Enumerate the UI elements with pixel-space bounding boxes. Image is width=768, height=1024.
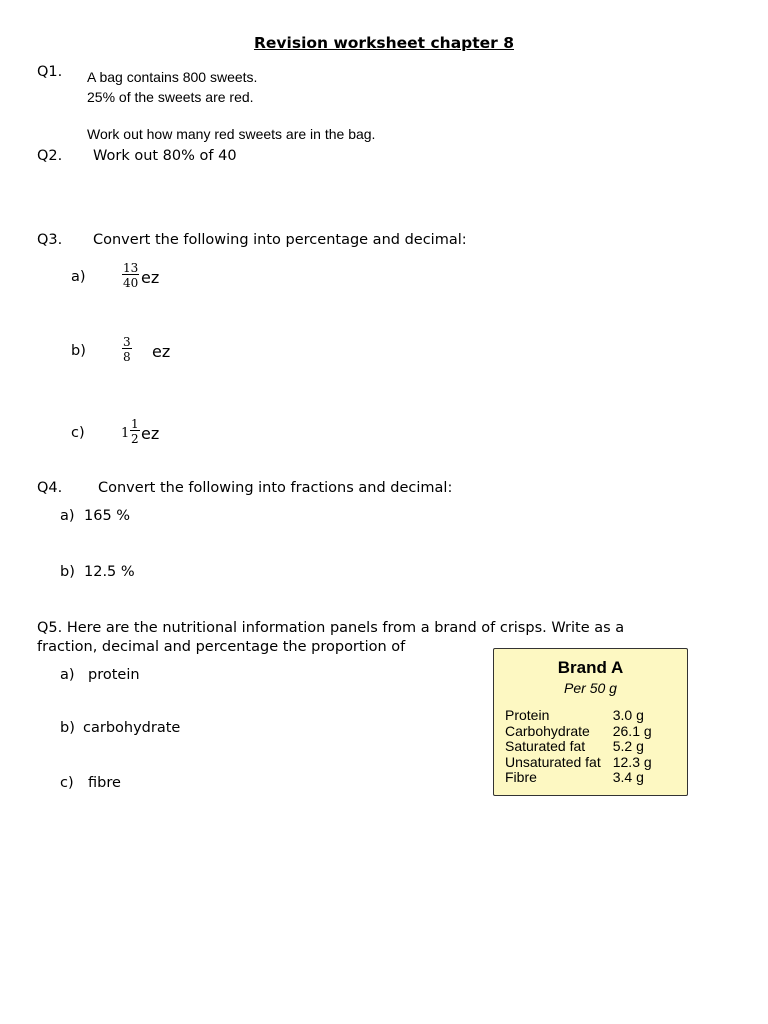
q3-number: Q3. bbox=[37, 232, 63, 248]
q5-a-value: protein bbox=[88, 667, 140, 683]
nutrient-name: Saturated fat bbox=[505, 738, 586, 754]
nutrient-value: 5.2 g bbox=[612, 738, 644, 754]
q1-line-1: A bag contains 800 sweets. bbox=[87, 69, 258, 85]
q3-c-whole: 1 bbox=[121, 426, 130, 441]
q5-line-1: Q5. Here are the nutritional information panels from a brand of crisps. Write as a bbox=[37, 620, 625, 636]
panel-serving: Per 50 g bbox=[564, 680, 617, 696]
q3-c-suffix: ez bbox=[141, 424, 160, 443]
q5-line-2: fraction, decimal and percentage the proportion of bbox=[37, 639, 406, 655]
nutrition-row bbox=[505, 708, 652, 724]
nutrition-row bbox=[505, 755, 652, 771]
q5-b-value: carbohydrate bbox=[83, 720, 181, 736]
q2-number: Q2. bbox=[37, 148, 63, 164]
q5-c-label: c) bbox=[60, 775, 74, 791]
q3-c-denominator: 2 bbox=[131, 432, 139, 446]
q3-b-denominator: 8 bbox=[123, 350, 131, 364]
q3-a-suffix: ez bbox=[141, 268, 160, 287]
q3-a-fraction bbox=[122, 262, 139, 289]
q3-a-label: a) bbox=[71, 269, 86, 285]
q5-c-value: fibre bbox=[88, 775, 121, 791]
q1-line-2: 25% of the sweets are red. bbox=[87, 89, 254, 105]
q3-c-label: c) bbox=[71, 425, 85, 441]
nutrient-value: 3.0 g bbox=[612, 707, 644, 723]
q4-b-label: b) bbox=[60, 564, 75, 580]
q4-b-value: 12.5 % bbox=[84, 564, 135, 580]
nutrition-row bbox=[505, 770, 652, 786]
nutrient-name: Protein bbox=[505, 707, 550, 723]
nutrition-row bbox=[505, 724, 652, 740]
nutrition-table bbox=[505, 708, 652, 786]
nutrient-value: 26.1 g bbox=[612, 722, 652, 739]
nutrition-panel bbox=[493, 648, 688, 796]
q3-c-fraction bbox=[130, 418, 140, 445]
q3-text: Convert the following into percentage and decimal: bbox=[93, 232, 467, 248]
nutrient-value: 12.3 g bbox=[612, 753, 652, 770]
q4-a-value: 165 % bbox=[84, 508, 131, 524]
q4-text: Convert the following into fractions and decimal: bbox=[98, 480, 453, 496]
nutrition-row bbox=[505, 739, 652, 755]
nutrient-name: Fibre bbox=[505, 769, 537, 785]
worksheet-title: Revision worksheet chapter 8 bbox=[253, 34, 515, 52]
q3-a-numerator: 13 bbox=[123, 261, 139, 275]
q3-b-fraction bbox=[122, 336, 132, 363]
q3-b-numerator: 3 bbox=[123, 335, 131, 349]
q2-text: Work out 80% of 40 bbox=[93, 148, 237, 164]
q5-b-label: b) bbox=[60, 720, 75, 736]
q3-c-numerator: 1 bbox=[131, 417, 139, 431]
q3-b-suffix: ez bbox=[152, 342, 171, 361]
q1-line-3: Work out how many red sweets are in the bag. bbox=[87, 126, 376, 142]
q3-b-label: b) bbox=[71, 343, 86, 359]
nutrient-name: Unsaturated fat bbox=[505, 753, 601, 770]
panel-brand: Brand A bbox=[557, 658, 624, 677]
q4-number: Q4. bbox=[37, 480, 63, 496]
q3-a-denominator: 40 bbox=[123, 276, 139, 290]
nutrient-value: 3.4 g bbox=[612, 769, 644, 785]
q5-a-label: a) bbox=[60, 667, 75, 683]
q1-number: Q1. bbox=[37, 64, 63, 80]
nutrient-name: Carbohydrate bbox=[505, 722, 590, 739]
q4-a-label: a) bbox=[60, 508, 75, 524]
